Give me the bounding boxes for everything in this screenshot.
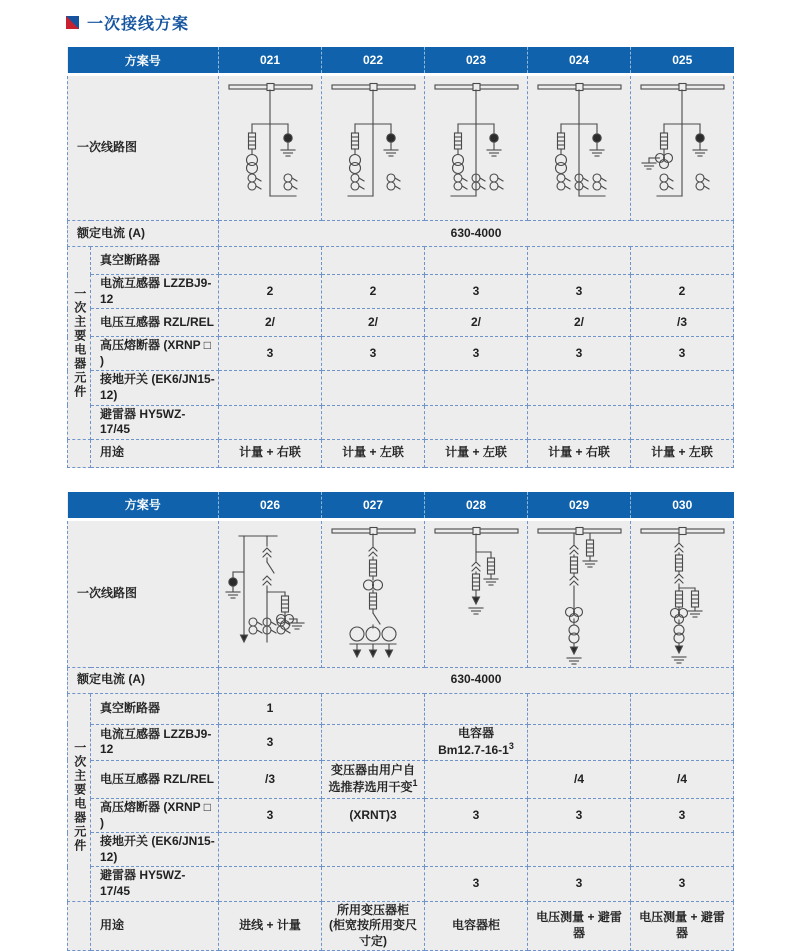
component-value: 2 bbox=[631, 275, 734, 309]
component-value bbox=[322, 247, 425, 275]
footnote-mark: 1 bbox=[412, 778, 418, 789]
group-spacer-cell bbox=[68, 439, 91, 467]
scheme-no-header: 方案号 bbox=[68, 47, 219, 75]
component-value: 3 bbox=[322, 337, 425, 371]
component-value bbox=[219, 371, 322, 405]
usage-label: 用途 bbox=[91, 901, 219, 951]
scheme-number-027: 027 bbox=[322, 492, 425, 520]
rated-current-value: 630-4000 bbox=[219, 667, 734, 693]
section-marker-icon bbox=[66, 16, 79, 29]
component-value bbox=[425, 405, 528, 439]
scheme-number-028: 028 bbox=[425, 492, 528, 520]
component-label: 高压熔断器 (XRNP □ ) bbox=[91, 337, 219, 371]
component-value: 3 bbox=[528, 337, 631, 371]
component-row bbox=[68, 405, 734, 439]
component-value bbox=[528, 724, 631, 760]
component-value bbox=[631, 833, 734, 867]
component-value: 1 bbox=[219, 693, 322, 724]
component-value: 3 bbox=[219, 724, 322, 760]
component-value: 变压器由用户自 选推荐选用干变$^1$ bbox=[322, 760, 425, 798]
component-value bbox=[528, 833, 631, 867]
circuit-diagram-030 bbox=[631, 519, 734, 667]
usage-value: 电压测量 + 避雷器 bbox=[528, 901, 631, 951]
component-value bbox=[425, 247, 528, 275]
component-value bbox=[322, 405, 425, 439]
circuit-diagram-024 bbox=[528, 75, 631, 221]
circuit-diagram-027 bbox=[322, 519, 425, 667]
section-title bbox=[66, 11, 189, 34]
usage-value: 计量 + 右联 bbox=[528, 439, 631, 467]
component-value bbox=[631, 405, 734, 439]
component-label: 避雷器 HY5WZ-17/45 bbox=[91, 867, 219, 901]
component-value: 2/ bbox=[425, 309, 528, 337]
component-value bbox=[219, 405, 322, 439]
circuit-diagram-029 bbox=[528, 519, 631, 667]
component-value: 3 bbox=[425, 867, 528, 901]
scheme-number-025: 025 bbox=[631, 47, 734, 75]
component-label: 接地开关 (EK6/JN15-12) bbox=[91, 371, 219, 405]
component-value: 3 bbox=[631, 867, 734, 901]
usage-row bbox=[68, 901, 734, 951]
component-value: /3 bbox=[631, 309, 734, 337]
circuit-diagram-026 bbox=[219, 519, 322, 667]
component-row bbox=[68, 867, 734, 901]
component-value: 3 bbox=[425, 337, 528, 371]
component-value bbox=[322, 371, 425, 405]
usage-value: 计量 + 右联 bbox=[219, 439, 322, 467]
rated-current-row bbox=[68, 667, 734, 693]
diagram-row bbox=[68, 519, 734, 667]
component-label: 高压熔断器 (XRNP □ ) bbox=[91, 798, 219, 832]
scheme-number-023: 023 bbox=[425, 47, 528, 75]
tables-container bbox=[67, 47, 734, 951]
usage-value: 进线 + 计量 bbox=[219, 901, 322, 951]
rated-current-row bbox=[68, 221, 734, 247]
scheme-number-029: 029 bbox=[528, 492, 631, 520]
component-row bbox=[68, 760, 734, 798]
circuit-diagram-025 bbox=[631, 75, 734, 221]
usage-value: 所用变压器柜 (柜宽按所用变尺寸定) bbox=[322, 901, 425, 951]
component-value bbox=[631, 693, 734, 724]
scheme-table-026-030 bbox=[67, 492, 734, 951]
scheme-number-024: 024 bbox=[528, 47, 631, 75]
component-label: 真空断路器 bbox=[91, 693, 219, 724]
component-value: 2 bbox=[322, 275, 425, 309]
rated-current-value: 630-4000 bbox=[219, 221, 734, 247]
component-value bbox=[425, 371, 528, 405]
component-row bbox=[68, 371, 734, 405]
scheme-no-header: 方案号 bbox=[68, 492, 219, 520]
component-value: 3 bbox=[219, 337, 322, 371]
component-row bbox=[68, 309, 734, 337]
component-label: 接地开关 (EK6/JN15-12) bbox=[91, 833, 219, 867]
footnote-mark: 3 bbox=[508, 741, 514, 752]
circuit-diagram-021 bbox=[219, 75, 322, 221]
component-label: 真空断路器 bbox=[91, 247, 219, 275]
group-spacer-cell bbox=[68, 901, 91, 951]
component-label: 电压互感器 RZL/REL bbox=[91, 760, 219, 798]
scheme-header-row bbox=[68, 47, 734, 75]
rated-current-label: 额定电流 (A) bbox=[68, 221, 219, 247]
component-label: 避雷器 HY5WZ-17/45 bbox=[91, 405, 219, 439]
page-title: 一次接线方案 bbox=[87, 16, 190, 33]
component-value: 3 bbox=[425, 275, 528, 309]
component-value: 3 bbox=[631, 798, 734, 832]
scheme-number-030: 030 bbox=[631, 492, 734, 520]
component-row bbox=[68, 275, 734, 309]
rated-current-label: 额定电流 (A) bbox=[68, 667, 219, 693]
component-row bbox=[68, 833, 734, 867]
component-value bbox=[322, 724, 425, 760]
component-group-label: 一次主要电器元件 bbox=[68, 693, 91, 901]
circuit-diagram-028 bbox=[425, 519, 528, 667]
circuit-diagram-022 bbox=[322, 75, 425, 221]
component-value bbox=[631, 247, 734, 275]
scheme-number-026: 026 bbox=[219, 492, 322, 520]
component-value bbox=[528, 371, 631, 405]
component-label: 电流互感器 LZZBJ9-12 bbox=[91, 275, 219, 309]
component-value: 2/ bbox=[322, 309, 425, 337]
component-row bbox=[68, 693, 734, 724]
component-value: 3 bbox=[631, 337, 734, 371]
component-value bbox=[219, 867, 322, 901]
component-value bbox=[425, 693, 528, 724]
component-value: 电容器 $Bm12.7-16-1^3$ bbox=[425, 724, 528, 760]
scheme-number-022: 022 bbox=[322, 47, 425, 75]
component-label: 电流互感器 LZZBJ9-12 bbox=[91, 724, 219, 760]
component-value: 3 bbox=[528, 275, 631, 309]
component-value bbox=[322, 867, 425, 901]
circuit-diagram-023 bbox=[425, 75, 528, 221]
component-value bbox=[528, 405, 631, 439]
component-row bbox=[68, 724, 734, 760]
scheme-number-021: 021 bbox=[219, 47, 322, 75]
component-value: 2/ bbox=[528, 309, 631, 337]
diagram-row bbox=[68, 75, 734, 221]
component-value: 2/ bbox=[219, 309, 322, 337]
component-value bbox=[219, 247, 322, 275]
usage-value: 计量 + 左联 bbox=[322, 439, 425, 467]
component-row bbox=[68, 798, 734, 832]
component-group-label: 一次主要电器元件 bbox=[68, 247, 91, 440]
component-value: (XRNT)3 bbox=[322, 798, 425, 832]
component-value: 3 bbox=[528, 867, 631, 901]
diagram-row-label: 一次线路图 bbox=[68, 519, 219, 667]
component-value bbox=[322, 693, 425, 724]
component-value: 3 bbox=[528, 798, 631, 832]
component-value: /4 bbox=[631, 760, 734, 798]
component-value bbox=[425, 760, 528, 798]
scheme-header-row bbox=[68, 492, 734, 520]
usage-label: 用途 bbox=[91, 439, 219, 467]
component-value: 2 bbox=[219, 275, 322, 309]
component-value: /3 bbox=[219, 760, 322, 798]
component-value: 3 bbox=[425, 798, 528, 832]
component-label: 电压互感器 RZL/REL bbox=[91, 309, 219, 337]
component-value bbox=[631, 724, 734, 760]
usage-value: 计量 + 左联 bbox=[631, 439, 734, 467]
component-value bbox=[528, 247, 631, 275]
diagram-row-label: 一次线路图 bbox=[68, 75, 219, 221]
component-row bbox=[68, 337, 734, 371]
component-value: 3 bbox=[219, 798, 322, 832]
usage-value: 计量 + 左联 bbox=[425, 439, 528, 467]
component-value bbox=[425, 833, 528, 867]
usage-row bbox=[68, 439, 734, 467]
usage-value: 电压测量 + 避雷器 bbox=[631, 901, 734, 951]
usage-value: 电容器柜 bbox=[425, 901, 528, 951]
component-value: /4 bbox=[528, 760, 631, 798]
component-value bbox=[631, 371, 734, 405]
component-row bbox=[68, 247, 734, 275]
scheme-table-021-025 bbox=[67, 47, 734, 468]
component-value bbox=[322, 833, 425, 867]
component-value bbox=[528, 693, 631, 724]
component-value bbox=[219, 833, 322, 867]
